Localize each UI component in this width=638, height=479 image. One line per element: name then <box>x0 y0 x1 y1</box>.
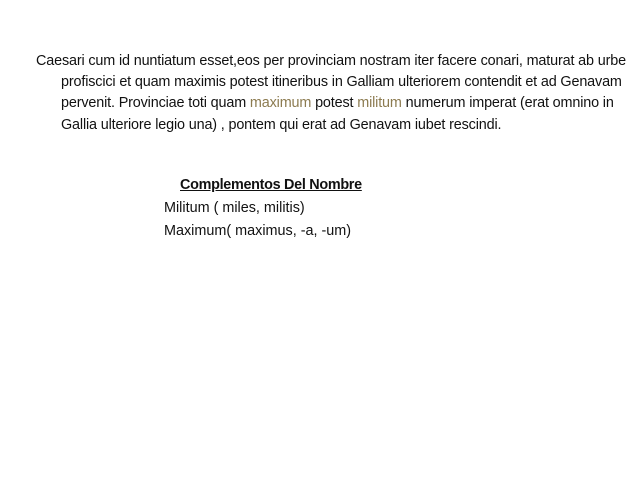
list-item-militum: Militum ( miles, militis) <box>164 200 305 216</box>
latin-passage <box>36 51 631 136</box>
section-heading: Complementos Del Nombre <box>180 177 362 193</box>
passage-text-part-3: numerum imperat (erat omnino in Gallia ulteriore legio una) , pontem qui erat ad Genavam iubet rescindi. <box>61 95 614 133</box>
passage-text-part-1: Caesari cum id nuntiatum esset,eos per provinciam nostram iter facere conari, maturat ab urbe profiscici et quam maximis potest itineribus in Galliam ulteriorem contendit et ad Genavam pervenit. Provinciae toti quam <box>36 53 626 112</box>
highlighted-word-maximum: maximum <box>249 95 312 112</box>
list-item-maximum: Maximum( maximus, -a, -um) <box>164 223 352 239</box>
passage-text-part-2: potest <box>311 95 358 112</box>
highlighted-word-militum: militum <box>357 95 402 112</box>
